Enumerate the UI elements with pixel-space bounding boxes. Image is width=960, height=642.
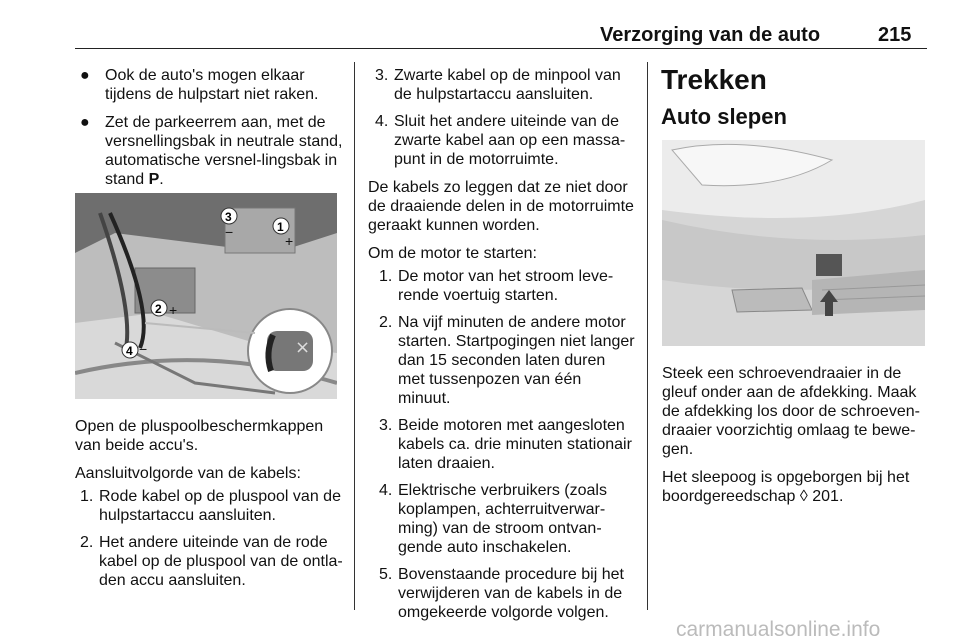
bullet-icon: ● xyxy=(80,67,90,84)
page-reference[interactable]: 201. xyxy=(812,488,844,505)
watermark: carmanualsonline.info xyxy=(676,618,881,641)
page-number: 215 xyxy=(878,24,912,46)
step-text: De motor van het stroom leve-rende voertuig starten. xyxy=(398,268,614,304)
step-number: 3. xyxy=(379,417,393,434)
step-number: 3. xyxy=(375,67,389,84)
svg-text:+: + xyxy=(285,233,294,249)
step-text: Het andere uiteinde van de rode kabel op de pluspool van de ontla-den accu aansluiten. xyxy=(99,534,343,589)
column-1-bottom xyxy=(75,417,345,599)
running-header-title: Verzorging van de auto xyxy=(600,24,821,46)
step-item xyxy=(372,481,636,557)
bullet-end: . xyxy=(159,171,164,188)
engine-bay-figure xyxy=(75,193,337,399)
page-ref-icon[interactable]: ◊ xyxy=(799,488,808,505)
front-bumper-illustration xyxy=(662,140,925,346)
column-divider-right xyxy=(647,62,648,610)
column-divider-left xyxy=(354,62,355,610)
callout-3: 3 xyxy=(225,210,232,224)
cable-routing-note: De kabels zo leggen dat ze niet door de draaiende delen in de motorruimte geraakt kunnen worden. xyxy=(368,179,634,234)
start-steps xyxy=(372,267,636,622)
column-3 xyxy=(661,64,929,140)
subsection-heading: Auto slepen xyxy=(661,104,787,129)
callout-4: 4 xyxy=(126,344,133,358)
step-text: Rode kabel op de pluspool van de hulpstartaccu aansluiten. xyxy=(99,488,341,524)
step-item xyxy=(368,112,636,169)
step-number: 2. xyxy=(379,314,393,331)
connection-steps-cont xyxy=(368,66,636,169)
column-3-text xyxy=(662,364,930,515)
step-number: 1. xyxy=(379,268,393,285)
tow-cover-figure xyxy=(662,140,925,346)
step-text: Sluit het andere uiteinde van de zwarte kabel aan op een massa-punt in de motorruimte. xyxy=(394,113,626,168)
start-intro: Om de motor te starten: xyxy=(368,245,537,262)
callout-1: 1 xyxy=(277,220,284,234)
step-item xyxy=(372,313,636,408)
svg-text:−: − xyxy=(139,341,148,357)
step-item xyxy=(73,533,345,590)
order-intro: Aansluitvolgorde van de kabels: xyxy=(75,465,301,482)
svg-text:−: − xyxy=(225,224,234,240)
tow-eye-text-body: Het sleepoog is opgeborgen bij het boordgereedschap xyxy=(662,469,910,505)
column-1-top xyxy=(75,66,343,198)
section-heading: Trekken xyxy=(661,64,767,95)
callout-2: 2 xyxy=(155,302,162,316)
bullet-text: Ook de auto's mogen elkaar tijdens de hulpstart niet raken. xyxy=(105,67,319,103)
header-rule xyxy=(75,48,927,49)
bullet-icon: ● xyxy=(80,114,90,131)
step-text: Zwarte kabel op de minpool van de hulpstartaccu aansluiten. xyxy=(394,67,621,103)
step-number: 4. xyxy=(375,113,389,130)
jump-start-illustration xyxy=(75,193,337,399)
tow-eye-text xyxy=(662,468,930,506)
step-number: 1. xyxy=(80,488,94,505)
step-number: 5. xyxy=(379,566,393,583)
connection-steps xyxy=(73,487,345,590)
column-2 xyxy=(368,66,636,631)
figure-caption: Open de pluspoolbeschermkappen van beide accu's. xyxy=(75,418,324,454)
svg-text:+: + xyxy=(169,302,178,318)
bullet-text: Zet de parkeerrem aan, met de versnellingsbak in neutrale stand, automatische versnel-lingsbak in stand xyxy=(105,114,343,188)
step-number: 2. xyxy=(80,534,94,551)
step-item xyxy=(368,66,636,104)
bullet-item xyxy=(75,113,343,189)
step-item xyxy=(372,565,636,622)
cover-removal-text: Steek een schroevendraaier in de gleuf onder aan de afdekking. Maak de afdekking los door de schroeven-draaier voorzichtig omlaag te bewe-gen. xyxy=(662,365,920,458)
step-text: Beide motoren met aangesloten kabels ca. drie minuten stationair laten draaien. xyxy=(398,417,632,472)
step-number: 4. xyxy=(379,482,393,499)
svg-text:×: × xyxy=(295,337,311,358)
step-text: Na vijf minuten de andere motor starten. Startpogingen niet langer dan 15 seconden laten duren met tussenpozen van één minuut. xyxy=(398,314,635,407)
step-text: Bovenstaande procedure bij het verwijderen van de kabels in de omgekeerde volgorde volgen. xyxy=(398,566,624,621)
step-text: Elektrische verbruikers (zoals koplampen, achterruitverwar-ming) van de stroom ontvan-gende auto inschakelen. xyxy=(398,482,607,556)
step-item xyxy=(73,487,345,525)
step-item xyxy=(372,416,636,473)
gear-position: P xyxy=(148,171,160,188)
bullet-list xyxy=(75,66,343,189)
step-item xyxy=(372,267,636,305)
bullet-item xyxy=(75,66,343,104)
